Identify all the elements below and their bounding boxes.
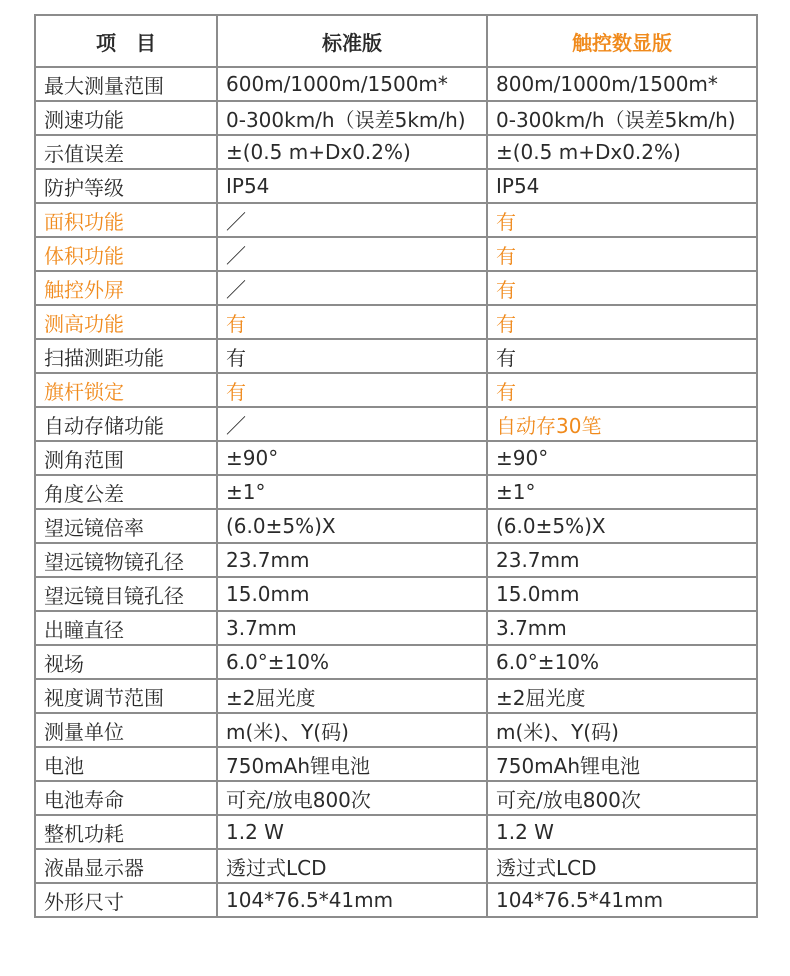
touch-value: 6.0°±10% xyxy=(487,645,757,679)
standard-value: m(米)、Y(码) xyxy=(217,713,487,747)
table-row xyxy=(35,679,757,713)
touch-value: ±(0.5 m+Dx0.2%) xyxy=(487,135,757,169)
table-row xyxy=(35,645,757,679)
row-label: 出瞳直径 xyxy=(35,611,217,645)
table-row xyxy=(35,203,757,237)
row-label: 面积功能 xyxy=(35,203,217,237)
touch-value: 有 xyxy=(487,203,757,237)
row-label: 扫描测距功能 xyxy=(35,339,217,373)
row-label: 望远镜目镜孔径 xyxy=(35,577,217,611)
row-label: 望远镜物镜孔径 xyxy=(35,543,217,577)
row-label: 旗杆锁定 xyxy=(35,373,217,407)
touch-value: ±2屈光度 xyxy=(487,679,757,713)
row-label: 角度公差 xyxy=(35,475,217,509)
row-label: 自动存储功能 xyxy=(35,407,217,441)
standard-value: 透过式LCD xyxy=(217,849,487,883)
table-row xyxy=(35,781,757,815)
standard-value: IP54 xyxy=(217,169,487,203)
touch-value: 有 xyxy=(487,271,757,305)
table-row xyxy=(35,883,757,917)
table-row xyxy=(35,849,757,883)
row-label: 测高功能 xyxy=(35,305,217,339)
table-row xyxy=(35,237,757,271)
table-row xyxy=(35,441,757,475)
table-row xyxy=(35,713,757,747)
touch-value: 15.0mm xyxy=(487,577,757,611)
standard-value: ／ xyxy=(217,237,487,271)
table-row xyxy=(35,475,757,509)
standard-value: 可充/放电800次 xyxy=(217,781,487,815)
spec-comparison-table xyxy=(34,14,758,918)
table-row xyxy=(35,67,757,101)
table-row xyxy=(35,611,757,645)
row-label: 望远镜倍率 xyxy=(35,509,217,543)
standard-value: 6.0°±10% xyxy=(217,645,487,679)
header-item: 项 目 xyxy=(35,15,217,67)
standard-value: ±90° xyxy=(217,441,487,475)
touch-value: 有 xyxy=(487,305,757,339)
standard-value: 有 xyxy=(217,339,487,373)
touch-value: 透过式LCD xyxy=(487,849,757,883)
table-row xyxy=(35,407,757,441)
row-label: 视场 xyxy=(35,645,217,679)
touch-value: 23.7mm xyxy=(487,543,757,577)
standard-value: ／ xyxy=(217,407,487,441)
touch-value: 750mAh锂电池 xyxy=(487,747,757,781)
standard-value: 15.0mm xyxy=(217,577,487,611)
row-label: 整机功耗 xyxy=(35,815,217,849)
table-row xyxy=(35,339,757,373)
touch-value: 3.7mm xyxy=(487,611,757,645)
table-row xyxy=(35,135,757,169)
row-label: 最大测量范围 xyxy=(35,67,217,101)
row-label: 视度调节范围 xyxy=(35,679,217,713)
touch-value: 有 xyxy=(487,339,757,373)
touch-value: 有 xyxy=(487,237,757,271)
standard-value: 750mAh锂电池 xyxy=(217,747,487,781)
touch-value: IP54 xyxy=(487,169,757,203)
touch-value: m(米)、Y(码) xyxy=(487,713,757,747)
row-label: 防护等级 xyxy=(35,169,217,203)
touch-value: 800m/1000m/1500m* xyxy=(487,67,757,101)
table-row xyxy=(35,169,757,203)
standard-value: ±(0.5 m+Dx0.2%) xyxy=(217,135,487,169)
standard-value: ／ xyxy=(217,203,487,237)
touch-value: 0-300km/h（误差5km/h) xyxy=(487,101,757,135)
standard-value: 104*76.5*41mm xyxy=(217,883,487,917)
touch-value: 自动存30笔 xyxy=(487,407,757,441)
row-label: 体积功能 xyxy=(35,237,217,271)
header-standard: 标准版 xyxy=(217,15,487,67)
standard-value: ±1° xyxy=(217,475,487,509)
standard-value: ／ xyxy=(217,271,487,305)
touch-value: 可充/放电800次 xyxy=(487,781,757,815)
touch-value: ±1° xyxy=(487,475,757,509)
touch-value: 104*76.5*41mm xyxy=(487,883,757,917)
table-row xyxy=(35,271,757,305)
table-row xyxy=(35,509,757,543)
table-header-row xyxy=(35,15,757,67)
row-label: 测量单位 xyxy=(35,713,217,747)
touch-value: (6.0±5%)X xyxy=(487,509,757,543)
standard-value: 0-300km/h（误差5km/h) xyxy=(217,101,487,135)
row-label: 测速功能 xyxy=(35,101,217,135)
row-label: 示值误差 xyxy=(35,135,217,169)
standard-value: 1.2 W xyxy=(217,815,487,849)
standard-value: 3.7mm xyxy=(217,611,487,645)
standard-value: (6.0±5%)X xyxy=(217,509,487,543)
table-row xyxy=(35,101,757,135)
row-label: 外形尺寸 xyxy=(35,883,217,917)
touch-value: ±90° xyxy=(487,441,757,475)
row-label: 测角范围 xyxy=(35,441,217,475)
standard-value: 有 xyxy=(217,373,487,407)
table-row xyxy=(35,373,757,407)
row-label: 电池寿命 xyxy=(35,781,217,815)
table-row xyxy=(35,543,757,577)
table-body xyxy=(35,67,757,917)
touch-value: 有 xyxy=(487,373,757,407)
row-label: 触控外屏 xyxy=(35,271,217,305)
table-row xyxy=(35,815,757,849)
row-label: 电池 xyxy=(35,747,217,781)
touch-value: 1.2 W xyxy=(487,815,757,849)
standard-value: 23.7mm xyxy=(217,543,487,577)
table-row xyxy=(35,747,757,781)
table-row xyxy=(35,305,757,339)
standard-value: ±2屈光度 xyxy=(217,679,487,713)
standard-value: 600m/1000m/1500m* xyxy=(217,67,487,101)
row-label: 液晶显示器 xyxy=(35,849,217,883)
table-row xyxy=(35,577,757,611)
header-touch: 触控数显版 xyxy=(487,15,757,67)
standard-value: 有 xyxy=(217,305,487,339)
